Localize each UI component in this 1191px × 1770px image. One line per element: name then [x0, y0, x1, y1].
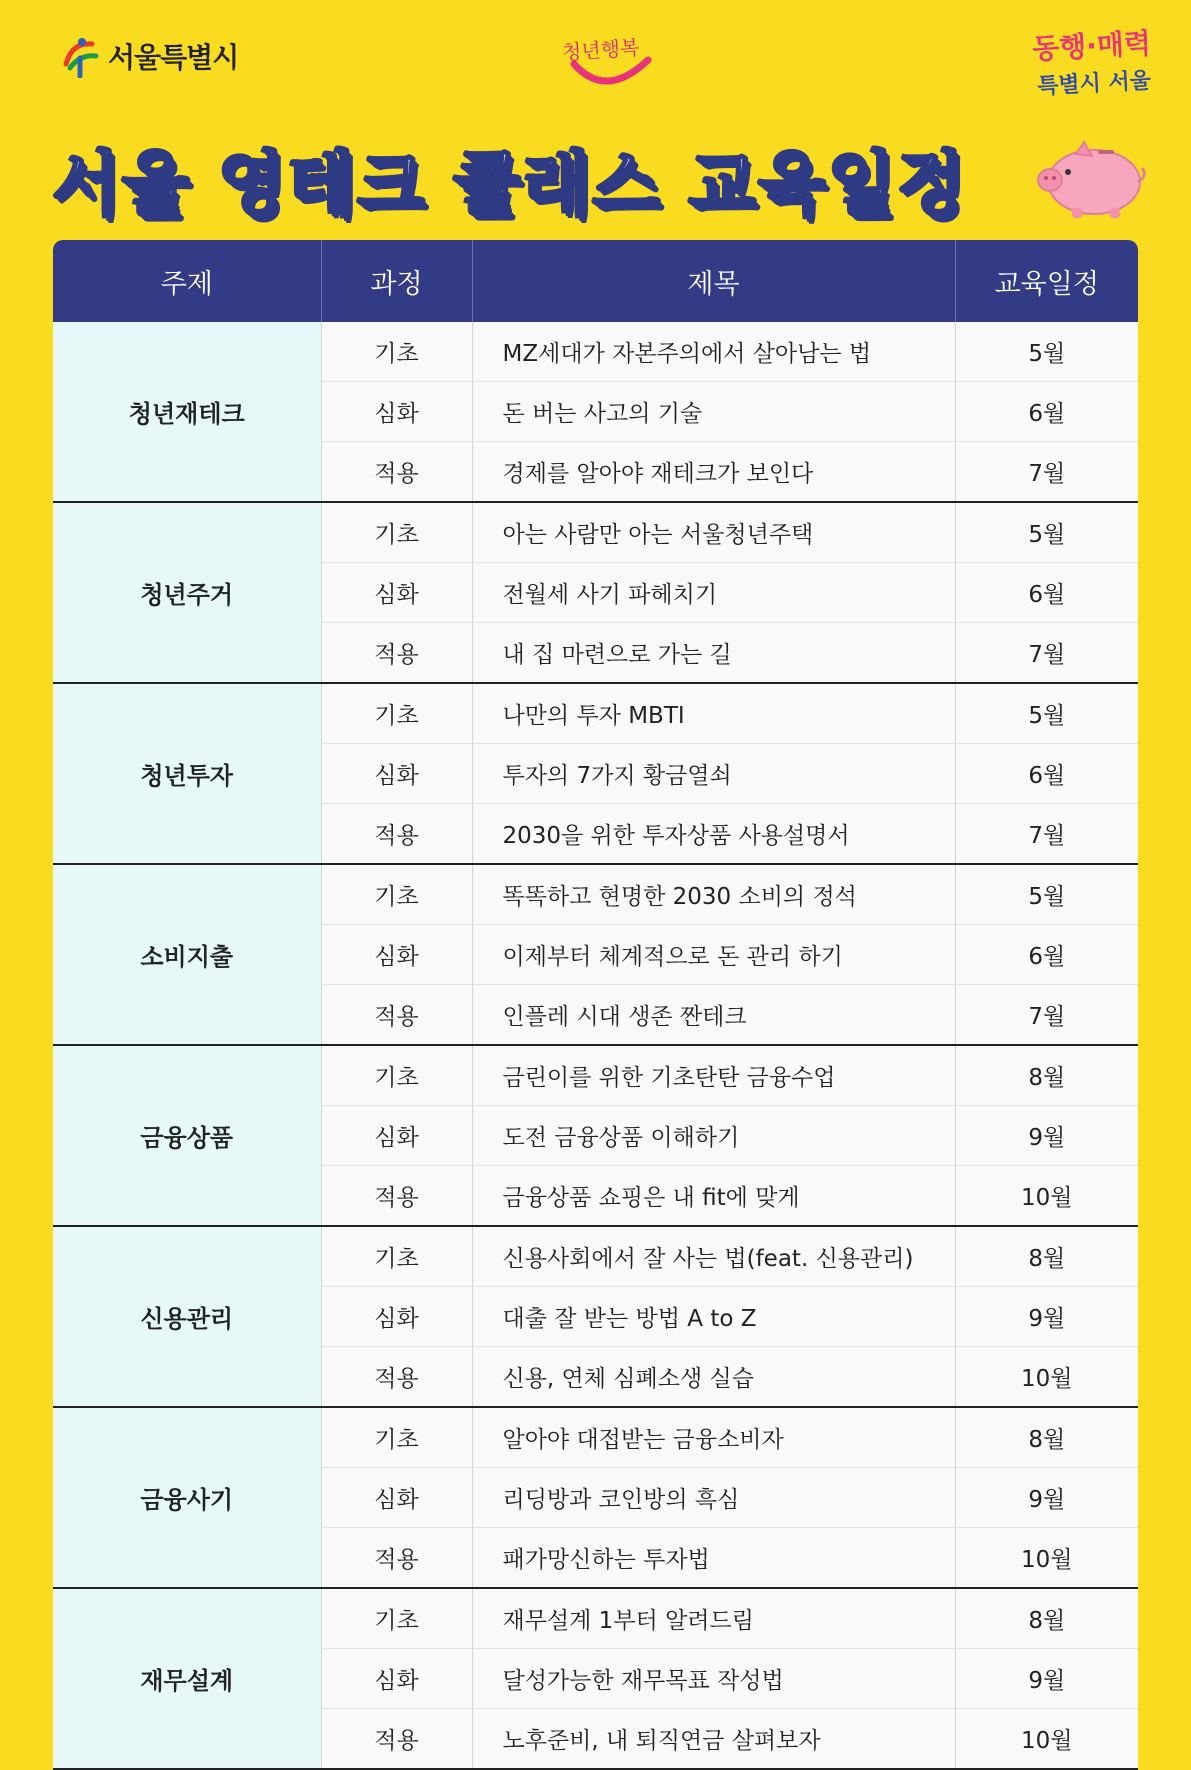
month-cell: 6월	[955, 382, 1138, 442]
level-cell: 적용	[321, 1166, 472, 1227]
topic-cell: 재무설계	[53, 1588, 321, 1769]
month-cell: 6월	[955, 925, 1138, 985]
level-cell: 기초	[321, 322, 472, 382]
course-title-cell: 경제를 알아야 재테크가 보인다	[472, 442, 955, 503]
level-cell: 적용	[321, 1347, 472, 1408]
level-cell: 적용	[321, 1528, 472, 1589]
table-row	[53, 322, 1138, 382]
level-cell: 적용	[321, 1709, 472, 1770]
course-title-cell: 달성가능한 재무목표 작성법	[472, 1649, 955, 1709]
table-row	[53, 1226, 1138, 1287]
level-cell: 심화	[321, 1649, 472, 1709]
course-title-cell: 아는 사람만 아는 서울청년주택	[472, 502, 955, 563]
table-row	[53, 1045, 1138, 1106]
month-cell: 10월	[955, 1347, 1138, 1408]
schedule-table	[53, 240, 1138, 1770]
page-title-area	[52, 128, 967, 228]
month-cell: 8월	[955, 1226, 1138, 1287]
month-cell: 7월	[955, 804, 1138, 865]
topic-cell: 소비지출	[53, 864, 321, 1045]
month-cell: 8월	[955, 1045, 1138, 1106]
topic-cell: 청년재테크	[53, 322, 321, 502]
level-cell: 심화	[321, 1468, 472, 1528]
course-title-cell: 신용, 연체 심폐소생 실습	[472, 1347, 955, 1408]
level-cell: 심화	[321, 1287, 472, 1347]
seoul-symbol-icon	[58, 34, 102, 78]
header	[0, 0, 1191, 110]
table-row	[53, 1407, 1138, 1468]
month-cell: 7월	[955, 985, 1138, 1046]
table-row	[53, 864, 1138, 925]
schedule-table-wrap	[53, 240, 1138, 1770]
course-title-cell: 패가망신하는 투자법	[472, 1528, 955, 1589]
course-title-cell: 재무설계 1부터 알려드림	[472, 1588, 955, 1649]
course-title-cell: 내 집 마련으로 가는 길	[472, 623, 955, 684]
course-title-cell: 노후준비, 내 퇴직연금 살펴보자	[472, 1709, 955, 1770]
level-cell: 기초	[321, 1588, 472, 1649]
topic-cell: 금융상품	[53, 1045, 321, 1226]
seoul-city-logo	[58, 34, 238, 78]
table-row	[53, 683, 1138, 744]
youth-logo-text: 청년행복	[561, 35, 641, 65]
course-title-cell: 돈 버는 사고의 기술	[472, 382, 955, 442]
course-title-cell: 투자의 7가지 황금열쇠	[472, 744, 955, 804]
level-cell: 심화	[321, 563, 472, 623]
month-cell: 6월	[955, 563, 1138, 623]
level-cell: 적용	[321, 623, 472, 684]
level-cell: 적용	[321, 985, 472, 1046]
course-title-cell: 금융상품 쇼핑은 내 fit에 맞게	[472, 1166, 955, 1227]
page-title: 서울 영테크 클래스 교육일정	[52, 142, 967, 225]
month-cell: 5월	[955, 683, 1138, 744]
month-cell: 8월	[955, 1588, 1138, 1649]
piggy-bank-icon	[1032, 132, 1152, 222]
level-cell: 심화	[321, 925, 472, 985]
seoul-logo-text: 서울특별시	[108, 41, 239, 74]
table-body	[53, 322, 1138, 1769]
course-title-cell: 인플레 시대 생존 짠테크	[472, 985, 955, 1046]
course-title-cell: 대출 잘 받는 방법 A to Z	[472, 1287, 955, 1347]
month-cell: 8월	[955, 1407, 1138, 1468]
level-cell: 적용	[321, 804, 472, 865]
level-cell: 심화	[321, 744, 472, 804]
topic-cell: 청년투자	[53, 683, 321, 864]
topic-cell: 청년주거	[53, 502, 321, 683]
level-cell: 기초	[321, 502, 472, 563]
month-cell: 7월	[955, 442, 1138, 503]
course-title-cell: 나만의 투자 MBTI	[472, 683, 955, 744]
smile-icon	[556, 50, 666, 96]
course-title-cell: 2030을 위한 투자상품 사용설명서	[472, 804, 955, 865]
header-title: 제목	[472, 240, 955, 322]
course-title-cell: 똑똑하고 현명한 2030 소비의 정석	[472, 864, 955, 925]
course-title-cell: 이제부터 체계적으로 돈 관리 하기	[472, 925, 955, 985]
header-topic: 주제	[53, 240, 321, 322]
month-cell: 10월	[955, 1166, 1138, 1227]
table-row	[53, 1588, 1138, 1649]
course-title-cell: 전월세 사기 파헤치기	[472, 563, 955, 623]
month-cell: 5월	[955, 864, 1138, 925]
level-cell: 기초	[321, 1045, 472, 1106]
table-header	[53, 240, 1138, 322]
course-title-cell: 리딩방과 코인방의 흑심	[472, 1468, 955, 1528]
level-cell: 적용	[321, 442, 472, 503]
topic-cell: 금융사기	[53, 1407, 321, 1588]
month-cell: 5월	[955, 502, 1138, 563]
level-cell: 기초	[321, 864, 472, 925]
month-cell: 10월	[955, 1709, 1138, 1770]
city-slogan	[981, 26, 1152, 100]
slogan-line2: 특별시 서울	[1036, 68, 1152, 100]
level-cell: 기초	[321, 1226, 472, 1287]
month-cell: 9월	[955, 1106, 1138, 1166]
header-level: 과정	[321, 240, 472, 322]
month-cell: 6월	[955, 744, 1138, 804]
topic-cell: 신용관리	[53, 1226, 321, 1407]
month-cell: 9월	[955, 1468, 1138, 1528]
table-row	[53, 502, 1138, 563]
month-cell: 7월	[955, 623, 1138, 684]
month-cell: 9월	[955, 1287, 1138, 1347]
course-title-cell: 알아야 대접받는 금융소비자	[472, 1407, 955, 1468]
youth-happiness-logo	[556, 30, 666, 96]
course-title-cell: MZ세대가 자본주의에서 살아남는 법	[472, 322, 955, 382]
month-cell: 10월	[955, 1528, 1138, 1589]
level-cell: 심화	[321, 382, 472, 442]
course-title-cell: 도전 금융상품 이해하기	[472, 1106, 955, 1166]
month-cell: 5월	[955, 322, 1138, 382]
level-cell: 기초	[321, 683, 472, 744]
level-cell: 기초	[321, 1407, 472, 1468]
course-title-cell: 금린이를 위한 기초탄탄 금융수업	[472, 1045, 955, 1106]
course-title-cell: 신용사회에서 잘 사는 법(feat. 신용관리)	[472, 1226, 955, 1287]
month-cell: 9월	[955, 1649, 1138, 1709]
slogan-line1: 동행·매력	[1031, 26, 1152, 66]
level-cell: 심화	[321, 1106, 472, 1166]
header-month: 교육일정	[955, 240, 1138, 322]
